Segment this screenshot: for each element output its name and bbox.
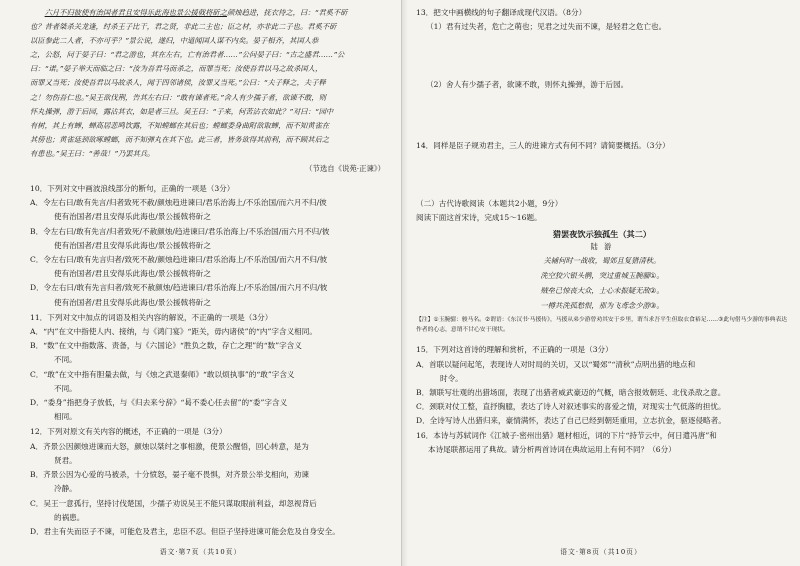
option-text: B．颔联写壮观的出猎场面，表现了出猎者威武豪迈的气概，暗含报效朝廷、北伐杀敌之意。	[416, 388, 726, 398]
poem-note: 【注】①玉腕骝：骏马名。②谓语：《东汉书·马援传》，马援从弟少游曾劝其安于乡里，谓当求吾平生但取衣食裕足……③此句借马少游的事典表达作者的心志，意谓不甘心安于现状。	[416, 317, 788, 333]
passage-text: 也？昔者桀杀关龙逢，纣杀王子比干，君之贤，非此二主也；臣之材，亦非此二子也。君奚不斫	[30, 22, 337, 32]
option-text-continued: 相同。	[54, 412, 77, 422]
option-text: A．令左右曰/敢有先言/归者致死不赦/颜烛趋进谏曰/君乐治海上/不乐治国/而六月不归/彼	[30, 198, 327, 208]
section-heading: （二）古代诗歌阅读（本题共2小题，9分）	[416, 198, 563, 208]
option-text: A．首联以疑问起笔，表现诗人对时局的关切，又以“蜀郊”“清秋”点明出猎的地点和	[416, 359, 696, 369]
option-B	[30, 468, 393, 496]
question-16-line-1: 16．本诗与苏轼词作《江城子·密州出猎》题材相近，词的下片“持节云中，何日遣冯唐”和	[416, 430, 717, 440]
classical-passage	[30, 6, 393, 161]
option-text-continued: 使有治国者/君且安得乐此海也/景公援戟将斫之	[54, 240, 211, 250]
passage-text: 曰：“诺。”晏子举天而临之曰：“汝为吾君马而杀之，而罪当死；汝使吾君以马之故杀国人，	[30, 64, 323, 74]
passage-line	[30, 6, 393, 20]
option-text: A．“内”在文中指使人内、接纳，与《鸿门宴》“距关，毋内诸侯”的“内”字含义相同。	[30, 327, 317, 337]
passage-line	[30, 48, 393, 62]
passage-line	[30, 147, 393, 161]
option-text-continued: 使有治国者/君且安得乐此海也/景公援戟将斫之	[54, 297, 211, 307]
answer-space	[416, 93, 788, 139]
question-15-options	[416, 358, 788, 429]
question-13-item-2: （2）舍人有少孺子者，欲谏不敢，则怀丸操弹，游于后园。	[426, 80, 629, 90]
question-11-stem: 11．下列对文中加点的词语及相关内容的解说，不正确的一项是（3分）	[30, 312, 273, 322]
left-questions	[30, 182, 393, 539]
option-text: C．令左右曰/敢有先言归者/致死不赦/颜烛趋进谏曰/君乐治海上/不乐治国/而六月不归/彼	[30, 255, 328, 265]
option-text-continued: 的祸患。	[54, 512, 85, 522]
option-text: D．令左右曰/敢有先言归者/致死不赦颜烛/趋进谏曰/君乐治海上/不乐治国/而六月不归/彼	[30, 283, 328, 293]
passage-line	[30, 76, 393, 90]
passage-text: 有患也。”吴王曰：“善哉！”乃罢其兵。	[30, 148, 155, 158]
passage-line	[30, 62, 393, 76]
option-text-continued: 贤君。	[54, 455, 77, 465]
option-text-continued: 使有治国者/君且安得乐此海也/景公援戟将斫之	[54, 269, 211, 279]
option-D	[30, 525, 393, 539]
option-C	[30, 253, 393, 281]
option-text: B．“数”在文中指数落、责备，与《六国论》“胜负之数，存亡之理”的“数”字含义	[30, 341, 302, 351]
option-C	[30, 368, 393, 396]
poem-title: 猎罢夜饮示独孤生（其二）	[552, 229, 652, 240]
option-text-continued: 不同。	[54, 383, 77, 393]
answer-space	[416, 34, 788, 78]
question-12-stem: 12．下列对原文有关内容的概述，不正确的一项是（3分）	[30, 427, 227, 437]
passage-text: 之！勿伤吾仁也。”吴王欲伐荆，告其左右曰：“敢有谏者死。”舍人有少孺子者，欲谏不敢，则	[30, 92, 326, 102]
passage-text: 颜烛趋进，抚衣待之，曰：“君奚不斫	[227, 8, 348, 17]
option-A	[30, 440, 393, 468]
option-A	[30, 325, 393, 339]
section-instruction: 阅读下面这首宋诗，完成15～16题。	[416, 213, 542, 223]
poem-author: 陆 游	[590, 242, 614, 252]
poem-line: 一樽共洗孤愁恨，那为飞鸢念少游③。	[540, 301, 664, 311]
option-text: A．齐景公因颜烛进谏而大怒，颜烛以桀纣之事相激，使景公醒悟，回心转意，是为	[30, 441, 309, 451]
option-D	[30, 281, 393, 309]
question-14-stem: 14．同样是臣子规劝君主，三人的进谏方式有何不同？请简要概括。（3分）	[416, 140, 670, 150]
page-right	[401, 0, 800, 566]
passage-line	[30, 91, 393, 105]
passage-line	[30, 34, 393, 48]
passage-line	[30, 105, 393, 119]
question-10-stem: 10．下列对文中画波浪线部分的断句，正确的一项是（3分）	[30, 184, 235, 194]
page-fold-shadow	[402, 0, 408, 566]
option-text: C．颈联对仗工整，直抒胸臆，表达了诗人对叙述事实的喜爱之情，对现实士气低落的担忧。	[416, 402, 726, 412]
option-text-continued: 使有治国者/君且安得乐此海也/景公援戟将斫之	[54, 212, 211, 222]
passage-text: 怀丸操弹，游于后园，露沾其衣，如是者三旦。吴王曰：“子来，何苦沾衣如此？”对曰：“园中	[30, 106, 334, 116]
option-B	[416, 386, 788, 400]
question-13-stem: 13．把文中画横线的句子翻译成现代汉语。（8分）	[416, 8, 587, 17]
question-13-item-1: （1）君有过失者，危亡之萌也；见君之过失而不谏，是轻君之危亡也。	[426, 22, 667, 32]
passage-text: 而罪又当死；汝使吾君以马故杀人，闻于四邻诸侯，汝罪又当死。”公曰：“夫子释之，夫子释	[30, 78, 326, 88]
poem-line: 贼垒已惊丧大众，士心未振疑无敌②。	[540, 286, 664, 296]
option-D	[30, 396, 393, 424]
passage-source: （节选自《说苑·正谏》）	[305, 164, 385, 174]
option-A	[416, 358, 788, 386]
answer-space	[416, 153, 788, 191]
option-text: C．吴王一意孤行，坚持讨伐楚国，少孺子劝说吴王不能只谋取眼前利益，却忽视背后	[30, 498, 317, 508]
underlined-sentence: 六月不归彼使有治国者君且安得乐此海也景公援戟将斫之	[44, 8, 228, 17]
passage-line	[30, 119, 393, 133]
page-footer-left: 语文·第7页（共10页）	[159, 548, 242, 556]
option-text-continued: 不同。	[54, 355, 77, 365]
poem-line: 洗空狡穴银头鹘，突过重城玉腕骝①。	[540, 271, 664, 281]
option-text: C．“敢”在文中指有胆量去做，与《烛之武退秦师》“敢以烦执事”的“敢”字含义	[30, 369, 295, 379]
option-text-continued: 时令。	[440, 373, 463, 383]
option-B	[30, 225, 393, 253]
page-footer-right: 语文·第8页（共10页）	[560, 548, 642, 556]
option-text: D．“委身”指把身子放低，与《归去来兮辞》“曷不委心任去留”的“委”字含义	[30, 398, 288, 408]
option-B	[30, 339, 393, 367]
option-text-continued: 冷静。	[54, 484, 77, 494]
option-text: D．全诗写诗人出猎归来，豪情满怀，表达了自己已经到朝廷重用，立志抗金，驱逐侵略者。	[416, 416, 726, 426]
question-16-stem	[416, 429, 788, 457]
passage-text: 以臣参此二人者，不亦可乎？”景公说，遂归，中道闻国人谋不内矣。晏子相齐，其国人恭	[30, 36, 319, 46]
passage-text: 之，公怒，问于晏子曰：“君之游也，其在左右，亡有治君者……”公问晏子曰：“古之盛君……”公	[30, 50, 345, 60]
passage-line	[30, 133, 393, 147]
poem-line: 关辅何时一战收，蜀郊且复猎清秋。	[543, 256, 661, 266]
question-15-stem: 15．下列对这首诗的理解和赏析，不正确的一项是（3分）	[416, 345, 613, 355]
option-C	[30, 497, 393, 525]
option-C	[416, 400, 788, 414]
option-D	[416, 414, 788, 428]
option-text: B．齐景公因为心爱的马被杀，十分愤怒，晏子毫不畏惧，对齐景公举戈相向，劝谏	[30, 470, 309, 480]
option-A	[30, 196, 393, 224]
question-16-line-2: 本诗尾联都运用了典故。请分析两首诗词在典故运用上有何不同？（6分）	[428, 444, 676, 454]
passage-text: 其傍也；黄雀延颈欲啄螳螂，而不知弹丸在其下也。此三者，皆务欲得其前利，而不顾其后之	[30, 134, 330, 144]
option-text: D．君主有失而臣子不谏，可能危及君主，忠臣不忍。但臣子坚持进谏可能会危及自身安全。	[30, 526, 340, 536]
passage-text: 有树，其上有蝉，蝉高居悲鸣饮露，不知螳螂在其后也；螳螂委身曲附欲取蝉，而不知黄雀在	[30, 120, 330, 130]
option-text: B．令左右曰/敢有先言/归者致死/不赦颜烛/趋进谏曰/君乐治海上/不乐治国/而六月不归/彼	[30, 226, 330, 236]
passage-line	[30, 20, 393, 34]
